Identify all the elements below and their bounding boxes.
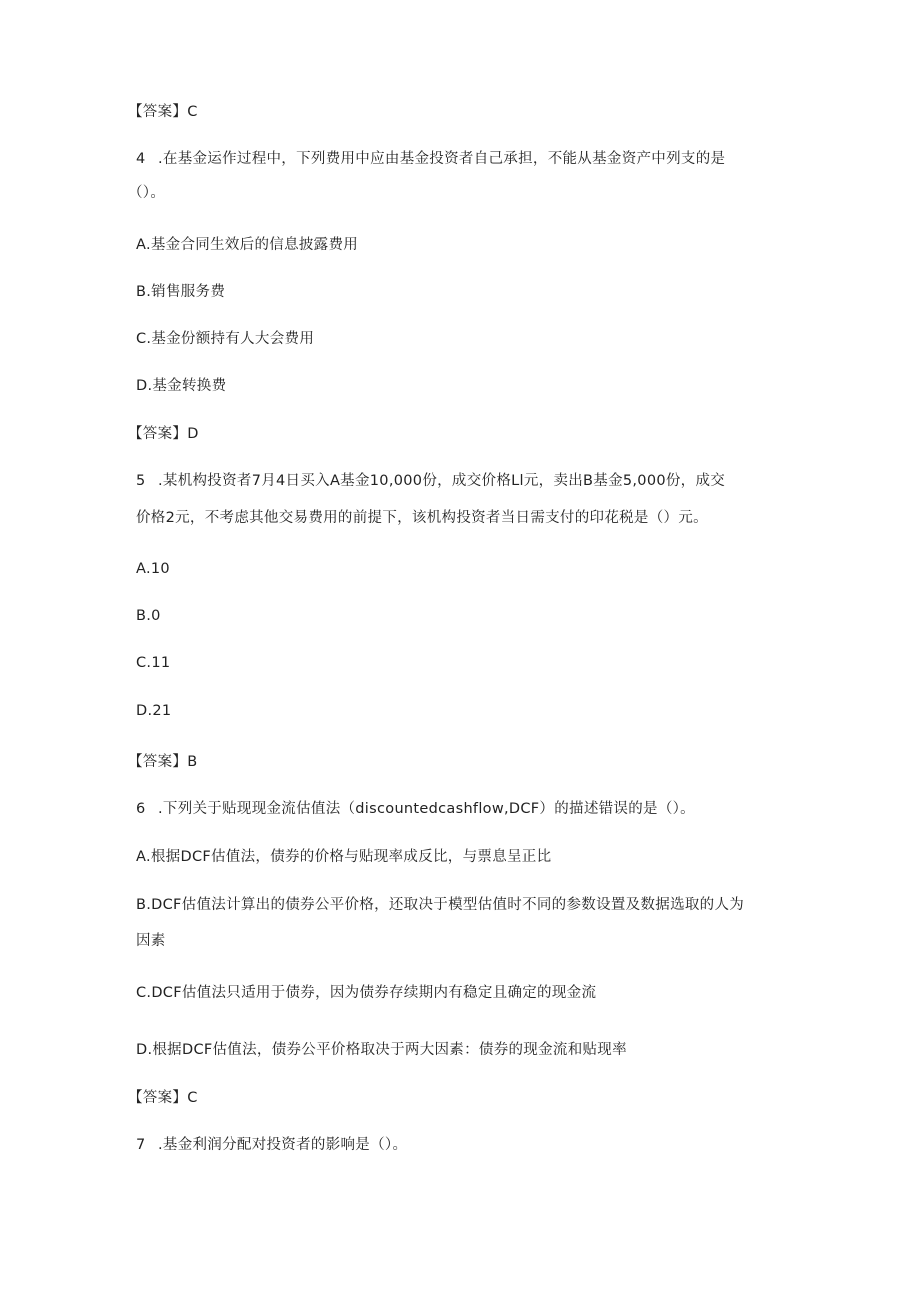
- option-c: C.11: [136, 655, 171, 671]
- option-b: B.DCF估值法计算出的债券公平价格，还取决于模型估值时不同的参数设置及数据选取的人为: [136, 897, 745, 913]
- option-a: A.根据DCF估值法，债券的价格与贴现率成反比，与票息呈正比: [136, 849, 552, 865]
- option-c: C.DCF估值法只适用于债券，因为债券存续期内有稳定且确定的现金流: [136, 985, 597, 1001]
- question-text: .下列关于贴现现金流估值法（discountedcashflow,DCF）的描述错误的是（）。: [158, 801, 695, 817]
- question-number: 7: [136, 1137, 146, 1153]
- question-number: 5: [136, 473, 146, 489]
- option-b: B.销售服务费: [136, 284, 226, 300]
- question-6: [136, 799, 695, 819]
- question-text: .某机构投资者7月4日买入A基金10,000份，成交价格Ll元，卖出B基金5,000份，成交: [158, 473, 726, 489]
- option-d: D.21: [136, 703, 172, 719]
- answer-label: 【答案】C: [128, 1090, 198, 1106]
- option-b: B.0: [136, 608, 161, 624]
- option-d: D.根据DCF估值法，债券公平价格取决于两大因素：债券的现金流和贴现率: [136, 1042, 627, 1058]
- question-5: [136, 471, 725, 491]
- option-a: A.基金合同生效后的信息披露费用: [136, 237, 359, 253]
- answer-label: 【答案】D: [128, 426, 199, 442]
- question-text-continued: 价格2元，不考虑其他交易费用的前提下，该机构投资者当日需支付的印花税是（）元。: [136, 510, 708, 526]
- question-7: [136, 1135, 407, 1155]
- option-c: C.基金份额持有人大会费用: [136, 331, 315, 347]
- question-text: .在基金运作过程中，下列费用中应由基金投资者自己承担，不能从基金资产中列支的是: [158, 151, 726, 167]
- question-text: .基金利润分配对投资者的影响是（）。: [158, 1137, 408, 1153]
- option-a: A.10: [136, 561, 170, 577]
- option-b-continued: 因素: [136, 933, 166, 949]
- answer-label: 【答案】C: [128, 104, 198, 120]
- answer-label: 【答案】B: [128, 754, 198, 770]
- question-number: 6: [136, 801, 146, 817]
- option-d: D.基金转换费: [136, 378, 227, 394]
- question-number: 4: [136, 151, 146, 167]
- question-4: [136, 149, 725, 169]
- question-text-continued: （）。: [128, 185, 166, 201]
